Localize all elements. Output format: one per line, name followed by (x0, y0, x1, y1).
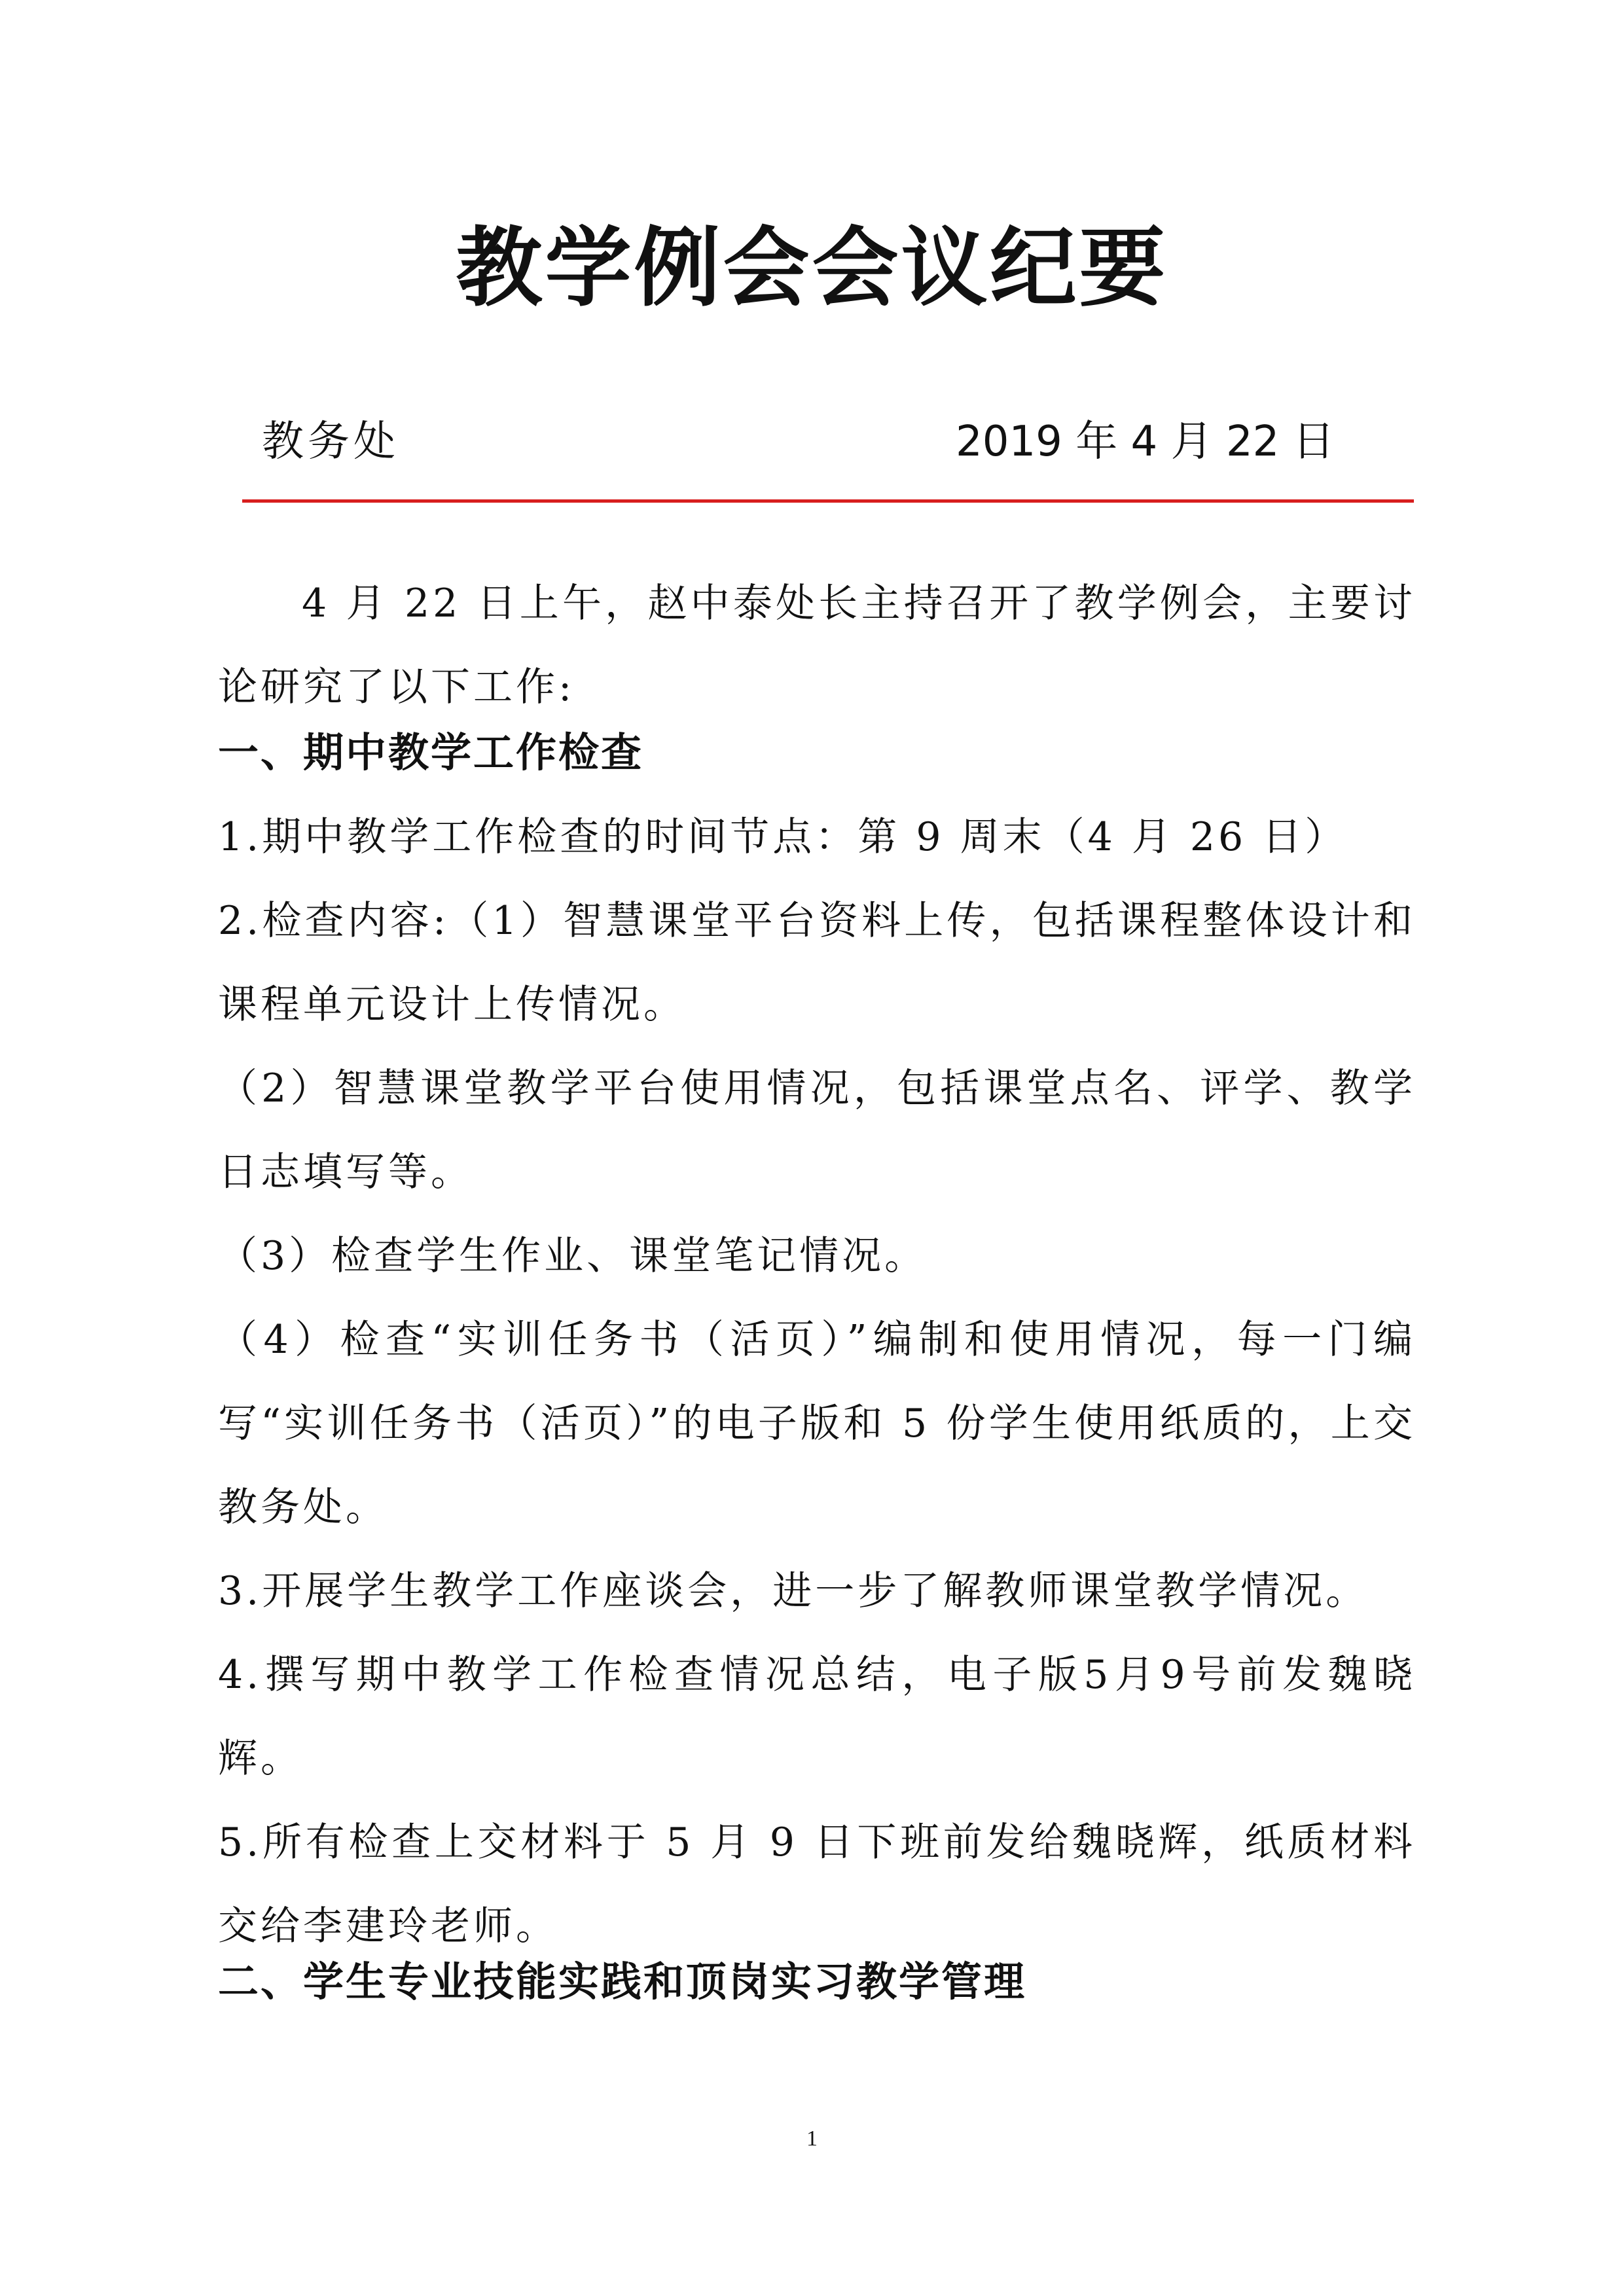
issuing-department: 教务处 (262, 418, 399, 466)
list-item: （3）检查学生作业、课堂笔记情况。 (218, 1233, 928, 1279)
section-heading-1: 一、期中教学工作检查 (218, 728, 644, 776)
list-item: 1.期中教学工作检查的时间节点：第 9 周末（4 月 26 日） (218, 814, 1348, 860)
list-item: （2）智慧课堂教学平台使用情况，包括课堂点名、评学、教学日志填写等。 (218, 1066, 1416, 1195)
intro-paragraph: 4 月 22 日上午，赵中泰处长主持召开了教学例会，主要讨论研究了以下工作: (218, 581, 1416, 710)
list-item: 5.所有检查上交材料于 5 月 9 日下班前发给魏晓辉，纸质材料交给李建玲老师。 (218, 1820, 1416, 1949)
document-title: 教学例会会议纪要 (456, 217, 1168, 319)
list-item: 3.开展学生教学工作座谈会，进一步了解教师课堂教学情况。 (218, 1568, 1369, 1614)
section-1-items (218, 795, 1416, 1968)
section-heading-2: 二、学生专业技能实践和顶岗实习教学管理 (218, 1958, 1027, 2005)
list-item: 2.检查内容:（1）智慧课堂平台资料上传，包括课程整体设计和课程单元设计上传情况。 (218, 898, 1416, 1028)
red-divider-line (242, 499, 1414, 503)
list-item: 4.撰写期中教学工作检查情况总结，电子版5月9号前发魏晓辉。 (218, 1652, 1416, 1782)
issue-date: 2019 年 4 月 22 日 (956, 418, 1335, 466)
page-number: 1 (806, 2126, 818, 2151)
list-item: （4）检查“实训任务书（活页）”编制和使用情况，每一门编写“实训任务书（活页）”的电子版和 5 份学生使用纸质的，上交教务处。 (218, 1317, 1416, 1530)
